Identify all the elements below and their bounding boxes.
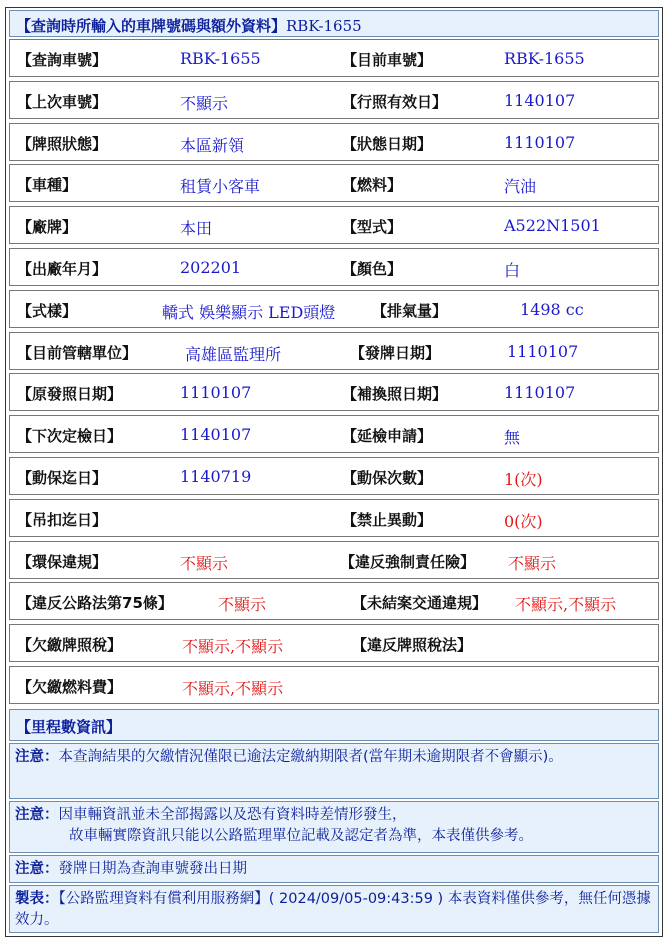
field-label: 【欠繳牌照稅】	[17, 636, 123, 655]
field-value: 1110107	[504, 132, 576, 152]
info-row	[9, 624, 659, 662]
field-value: 不顯示	[508, 553, 557, 573]
field-value: 1110107	[504, 383, 576, 403]
field-label: 【出廠年月】	[17, 260, 108, 278]
field-value: 轎式 娛樂顯示 LED頭燈	[162, 302, 336, 322]
field-value: 1140719	[180, 467, 252, 486]
note-label: 注意：	[15, 807, 59, 823]
header-plate: RBK-1655	[286, 17, 362, 35]
field-label: 【動保次數】	[342, 469, 433, 487]
note-text: 本查詢結果的欠繳情況僅限已逾法定繳納期限者(當年期未逾期限者不會顯示)。	[58, 749, 563, 765]
note-text: 因車輛資訊並未全部揭露以及恐有資料時差情形發生，	[58, 807, 407, 823]
field-label: 【廠牌】	[17, 218, 78, 237]
note-text: 故車輛實際資訊只能以公路監理單位記載及認定者為準，本表僅供參考。	[69, 828, 533, 844]
field-value: 不顯示	[218, 595, 267, 615]
info-row	[9, 457, 659, 495]
field-label: 【目前管轄單位】	[17, 343, 138, 362]
field-label: 【型式】	[342, 218, 403, 237]
field-label: 【查詢車號】	[17, 51, 108, 69]
field-value: 1140107	[180, 425, 252, 445]
field-value: 1110107	[507, 341, 579, 361]
field-label: 【違反強制責任險】	[340, 552, 476, 571]
info-row	[9, 415, 659, 453]
header-title: 【查詢時所輸入的車牌號碼與額外資料】RBK-1655	[16, 17, 362, 35]
field-label: 【排氣量】	[372, 301, 448, 320]
info-row	[9, 123, 659, 161]
footer-note	[9, 885, 659, 933]
field-label: 【顏色】	[342, 260, 403, 278]
field-value: 不顯示,不顯示	[515, 595, 617, 615]
field-value: 1110107	[180, 383, 252, 403]
field-label: 【違反公路法第75條】	[17, 594, 173, 613]
field-label: 【延檢申請】	[342, 427, 433, 446]
field-label: 【違反牌照稅法】	[352, 636, 473, 655]
info-row	[9, 332, 659, 370]
field-value: 1498 cc	[520, 299, 584, 319]
info-row	[9, 666, 659, 704]
field-label: 【禁止異動】	[342, 510, 433, 529]
field-label: 【補換照日期】	[342, 385, 448, 404]
field-value: 1140107	[504, 90, 576, 110]
field-label: 【發牌日期】	[350, 343, 441, 362]
field-label: 【牌照狀態】	[17, 134, 108, 153]
field-label: 【上次車號】	[17, 92, 108, 111]
field-label: 【欠繳燃料費】	[17, 678, 123, 696]
field-value: 不顯示	[180, 93, 229, 113]
report-frame	[5, 7, 663, 937]
footer-label: 製表：	[15, 891, 59, 907]
note-label: 注意：	[15, 749, 59, 765]
field-value: 汽油	[504, 177, 537, 197]
field-label: 【動保迄日】	[17, 469, 108, 487]
note-label: 注意：	[15, 861, 59, 877]
field-value: 202201	[180, 258, 242, 277]
field-label: 【燃料】	[342, 176, 403, 195]
note-issue-date	[9, 855, 659, 883]
field-value: 本區新領	[180, 135, 245, 155]
info-row	[9, 164, 659, 202]
field-value: RBK-1655	[180, 49, 261, 68]
note-overdue	[9, 743, 659, 799]
field-value: 1(次)	[504, 470, 543, 489]
info-row	[9, 373, 659, 411]
field-value: 不顯示	[180, 553, 229, 573]
field-label: 【原發照日期】	[17, 385, 123, 404]
info-row	[9, 290, 659, 328]
field-label: 【下次定檢日】	[17, 427, 123, 446]
field-value: 本田	[180, 219, 213, 239]
info-row	[9, 206, 659, 244]
field-label: 【未結案交通違規】	[352, 594, 488, 613]
field-label: 【環保違規】	[17, 552, 108, 571]
field-label: 【車種】	[17, 176, 78, 195]
field-value: A522N1501	[504, 216, 601, 236]
query-header	[9, 10, 659, 37]
mileage-title: 【里程數資訊】	[16, 718, 122, 736]
field-label: 【式樣】	[17, 301, 78, 320]
field-value: 白	[504, 261, 521, 280]
field-label: 【目前車號】	[342, 51, 433, 69]
field-label: 【行照有效日】	[342, 92, 448, 111]
field-value: 無	[504, 428, 521, 448]
field-value: 租賃小客車	[180, 177, 261, 197]
footer-text: 【公路監理資料有償利用服務網】( 2024/09/05-09:43:59 ) 本表資料僅供參考，無任何憑據效力。	[15, 891, 651, 928]
field-value: RBK-1655	[504, 49, 585, 68]
mileage-section	[9, 709, 659, 741]
info-row	[9, 248, 659, 286]
field-label: 【吊扣迄日】	[17, 510, 108, 529]
info-row	[9, 582, 659, 620]
field-value: 0(次)	[504, 511, 543, 531]
info-row	[9, 499, 659, 537]
info-row	[9, 39, 659, 77]
field-value: 不顯示,不顯示	[182, 637, 284, 657]
field-label: 【狀態日期】	[342, 134, 433, 153]
note-disclosure	[9, 801, 659, 853]
info-row	[9, 541, 659, 579]
field-value: 不顯示,不顯示	[182, 679, 284, 698]
info-row	[9, 81, 659, 119]
field-value: 高雄區監理所	[185, 344, 282, 364]
note-text: 發牌日期為查詢車號發出日期	[58, 861, 247, 877]
